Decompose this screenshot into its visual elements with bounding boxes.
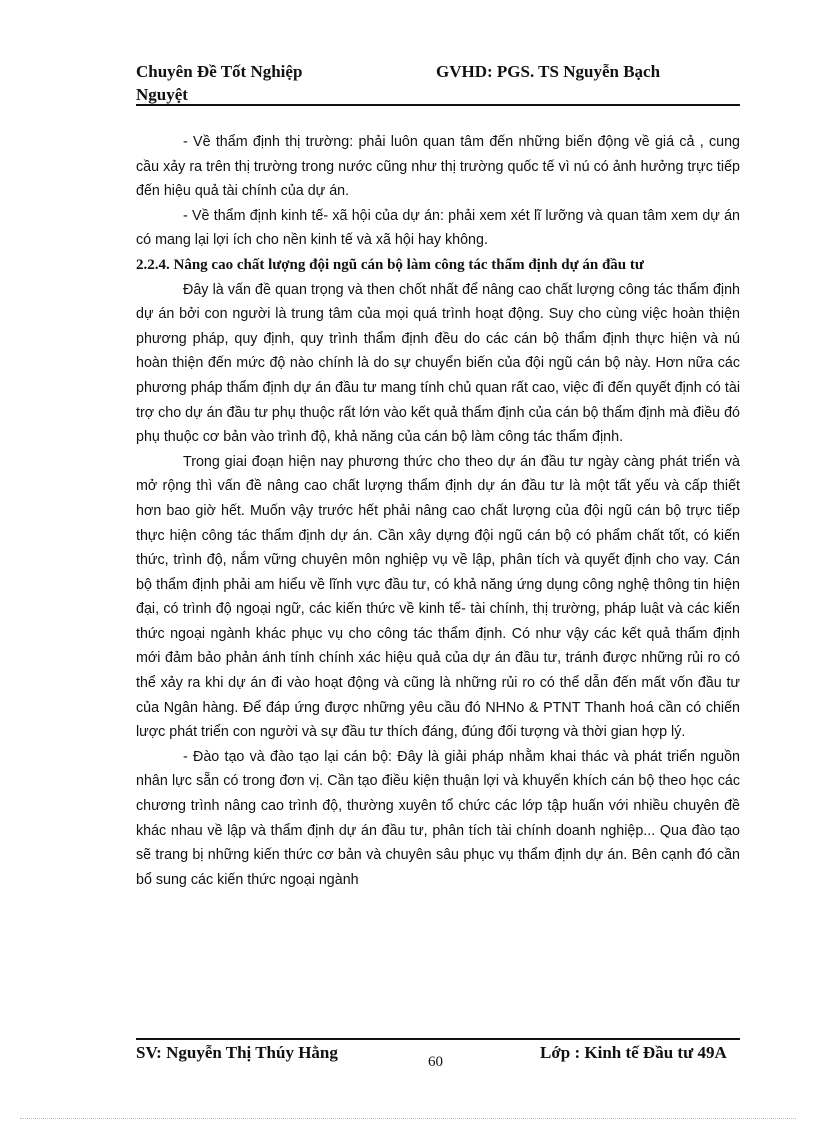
document-body <box>136 130 740 892</box>
footer-student: SV: Nguyễn Thị Thúy Hằng <box>136 1043 338 1062</box>
section-heading: 2.2.4. Nâng cao chất lượng đội ngũ cán bộ làm công tác thẩm định dự án đầu tư <box>136 256 644 273</box>
header-advisor: GVHD: PGS. TS Nguyễn Bạch <box>436 62 661 81</box>
paragraph-market-appraisal: - Về thẩm định thị trường: phải luôn quan tâm đến những biến động về giá cả , cung cầu xảy ra trên thị trường trong nước cũng như thị trường quốc tế vì nú có ảnh hưởng trực tiếp đến hiệu quả tài chính của dự án. <box>136 134 740 200</box>
paragraph-current-stage: Trong giai đoạn hiện nay phương thức cho theo dự án đầu tư ngày càng phát triển và mở rộng thì vấn đề nâng cao chất lượng thẩm định dự án đầu tư là một tất yếu và cấp thiết hơn bao giờ hết. Muốn vậy trước hết phải nâng cao chất lượng của đội ngũ cán bộ trực tiếp thực hiện công tác thẩm định dự án. Cần xây dựng đội ngũ cán bộ có phẩm chất tốt, có kiến thức, trình độ, nắm vững chuyên môn nghiệp vụ về lập, phân tích và quyết định cho vay. Cán bộ thẩm định phải am hiểu về lĩnh vực đầu tư, có khả năng ứng dụng công nghệ thông tin hiện đại, có trình độ ngoại ngữ, các kiến thức về kinh tế- tài chính, thị trường, pháp luật và các kiến thức ngoại ngành khác phục vụ cho công tác thẩm định. Có như vậy các kết quả thẩm định mới đảm bảo phản ánh tính chính xác hiệu quả của dự án đầu tư, tránh được những rủi ro có thể xảy ra khi dự án đi vào hoạt động và cũng là những rủi ro có thể dẫn đến mất vốn đầu tư của Ngân hàng. Để đáp ứng được những yêu cầu đó NHNo & PTNT Thanh hoá cần có chiến lược phát triển con người và sự đầu tư thích đáng, đúng đối tượng và thời gian hợp lý. <box>136 453 740 741</box>
footer-class: Lớp : Kinh tế Đầu tư 49A <box>540 1043 727 1062</box>
header-advisor-continued: Nguyệt <box>136 85 188 104</box>
paragraph-training: - Đào tạo và đào tạo lại cán bộ: Đây là giải pháp nhằm khai thác và phát triển nguồn nhân lực sẵn có trong đơn vị. Cần tạo điều kiện thuận lợi và khuyến khích cán bộ theo học các chương trình nâng cao trình độ, thường xuyên tổ chức các lớp tập huấn với nhiều chuyên đề khác nhau về lập và thẩm định dự án đầu tư, phân tích tài chính doanh nghiệp... Qua đào tạo sẽ trang bị những kiến thức cơ bản và chuyên sâu phục vụ thẩm định dự án. Bên cạnh đó cần bổ sung các kiến thức ngoại ngành <box>136 748 740 888</box>
footer-rule <box>136 1038 740 1040</box>
page-number: 60 <box>428 1054 443 1070</box>
paragraph-socioeconomic-appraisal: - Về thẩm định kinh tế- xã hội của dự án: phải xem xét lĩ lưỡng và quan tâm xem dự án có mang lại lợi ích cho nền kinh tế và xã hội hay không. <box>136 207 740 249</box>
paragraph-importance: Đây là vấn đề quan trọng và then chốt nhất để nâng cao chất lượng công tác thẩm định dự án bởi con người là trung tâm của mọi quá trình hoạt động. Suy cho cùng việc hoàn thiện phương pháp, quy định, quy trình thẩm định đều do các cán bộ thẩm định thực hiện và nú hoàn thiện đến mức độ nào chính là do sự chuyển biến của đội ngũ cán bộ này. Hơn nữa các phương pháp thẩm định dự án đầu tư mang tính chủ quan rất cao, việc đi đến quyết định có tài trợ cho dự án đầu tư phụ thuộc rất lớn vào kết quả thẩm định của cán bộ thẩm định mà điều đó phụ thuộc cơ bản vào trình độ, khả năng của cán bộ làm công tác thẩm định. <box>136 281 740 446</box>
header-rule <box>136 104 740 106</box>
header-course-title: Chuyên Đề Tốt Nghiệp <box>136 62 303 81</box>
page-edge-divider <box>20 1118 796 1119</box>
